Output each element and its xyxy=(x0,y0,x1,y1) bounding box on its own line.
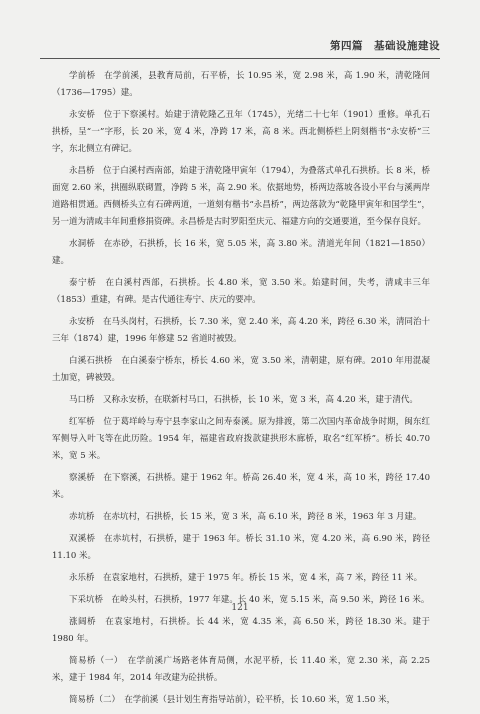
header-rule xyxy=(40,58,440,59)
paragraph-yongle-bridge: 永乐桥 在袁家地村，石拱桥，建于 1975 年。桥长 15 米，宽 4 米，高 7 米，跨径 11 米。 xyxy=(69,572,423,583)
paragraph-simple-bridge-2: 简易桥（二） 在学前溪（县计划生育指导站前），砼平桥，长 10.60 米，宽 1.50 米， xyxy=(69,695,396,705)
paragraph-baixi-stone-arch-bridge: 白溪石拱桥 在白溪泰宁桥东，桥长 4.60 米，宽 3.50 米，清朝建，原有碑。2010 年用混凝土加宽，碑被毁。 xyxy=(52,355,430,383)
paragraph-xiacaikeng-bridge: 下采坑桥 在岭头村，石拱桥，1977 年建。长 40 米，宽 5.15 米，高 9.50 米，跨径 16 米。 xyxy=(69,594,430,605)
paragraph-makou-bridge: 马口桥 又称永安桥，在联新村马口，石拱桥，长 10 米，宽 3 米，高 4.20 米，建于清代。 xyxy=(69,394,418,405)
paragraph-yongchang-bridge: 永昌桥 位于白溪村西南部，始建于清乾隆甲寅年（1794），为叠落式单孔石拱桥。长 8 米，桥面宽 2.60 米，拱圈纵联砌置，净跨 5 米，高 2.90 米。依据地势，桥两边落坡各设小平台与溪两岸道路相贯通。西侧桥头立有石碑两道，一道刻有楷书“永昌桥”，两边落款为“乾隆甲寅年和国学生”，另一道为清咸丰年间重修捐资碑。永昌桥是古时罗阳至庆元、福建方向的交通要道，至今保存良好。 xyxy=(52,165,430,227)
paragraph-shuangxi-bridge: 双溪桥 在赤坑村，石拱桥，建于 1963 年。桥长 31.10 米，宽 4.20 米，高 6.90 米，跨径 11.10 米。 xyxy=(52,533,430,561)
paragraph-chikeng-bridge: 赤坑桥 在赤坑村，石拱桥，长 15 米，宽 3 米，高 6.10 米，跨径 8 米，1963 年 3 月建。 xyxy=(69,511,422,522)
body-text xyxy=(52,68,430,714)
paragraph-hongjun-bridge: 红军桥 位于葛垟岭与寿宁县李家山之间寿泰溪。原为排渡，第二次国内革命战争时期，闽东红军侧导入叶飞等在此历险。1954 年，福建省政府拨款建拱形木廊桥，取名“红军桥”。桥长 40.70 米，宽 5 米。 xyxy=(52,416,430,461)
paragraph-xueqian-bridge: 学前桥 在学前溪，县教育局前，石平桥，长 10.95 米，宽 2.98 米，高 1.90 米，清乾隆间（1736—1795）建。 xyxy=(52,71,430,98)
paragraph-yongan-bridge-matougang: 永安桥 在马头岗村，石拱桥，长 7.30 米，宽 2.40 米，高 4.20 米，跨径 6.30 米，清同治十三年（1874）建，1996 年修建 52 省道时被毁。 xyxy=(52,316,430,344)
paragraph-yongan-bridge-xiachaxi: 永安桥 位于下察溪村。始建于清乾隆乙丑年（1745），光绪二十七年（1901）重修。单孔石拱桥，呈“一”字形，长 20 米，宽 4 米，净跨 17 米，高 8 米。西北侧桥栏上阴刻楷书“永安桥”三字，东北侧立有碑记。 xyxy=(52,110,430,154)
paragraph-shuidong-bridge: 水洞桥 在赤砂，石拱桥，长 16 米，宽 5.05 米，高 3.80 米。清道光年间（1821—1850）建。 xyxy=(52,238,430,266)
paragraph-taining-bridge: 泰宁桥 在白溪村西部，石拱桥。长 4.80 米，宽 3.50 米。始建时间，失考，清咸丰三年（1853）重建，有碑。是古代通往寿宁、庆元的要冲。 xyxy=(52,277,430,305)
page-number: 121 xyxy=(231,603,249,613)
paragraph-simple-bridge-1: 简易桥（一） 在学前溪广场路老体育局侧，水泥平桥，长 11.40 米，宽 2.30 米，高 2.25 米，建于 1984 年，2014 年改建为砼拱桥。 xyxy=(52,656,430,683)
chapter-title: 第四篇 基础设施建设 xyxy=(330,40,440,52)
paragraph-zhangkuo-bridge: 涨阔桥 在袁家地村，石拱桥。长 44 米，宽 4.35 米，高 6.50 米，跨径 18.30 米。建于 1980 年。 xyxy=(52,617,430,644)
paragraph-chaxi-bridge: 察溪桥 在下察溪，石拱桥。建于 1962 年。桥高 26.40 米，宽 4 米，高 10 米，跨径 17.40 米。 xyxy=(52,472,430,500)
running-header xyxy=(40,38,440,56)
